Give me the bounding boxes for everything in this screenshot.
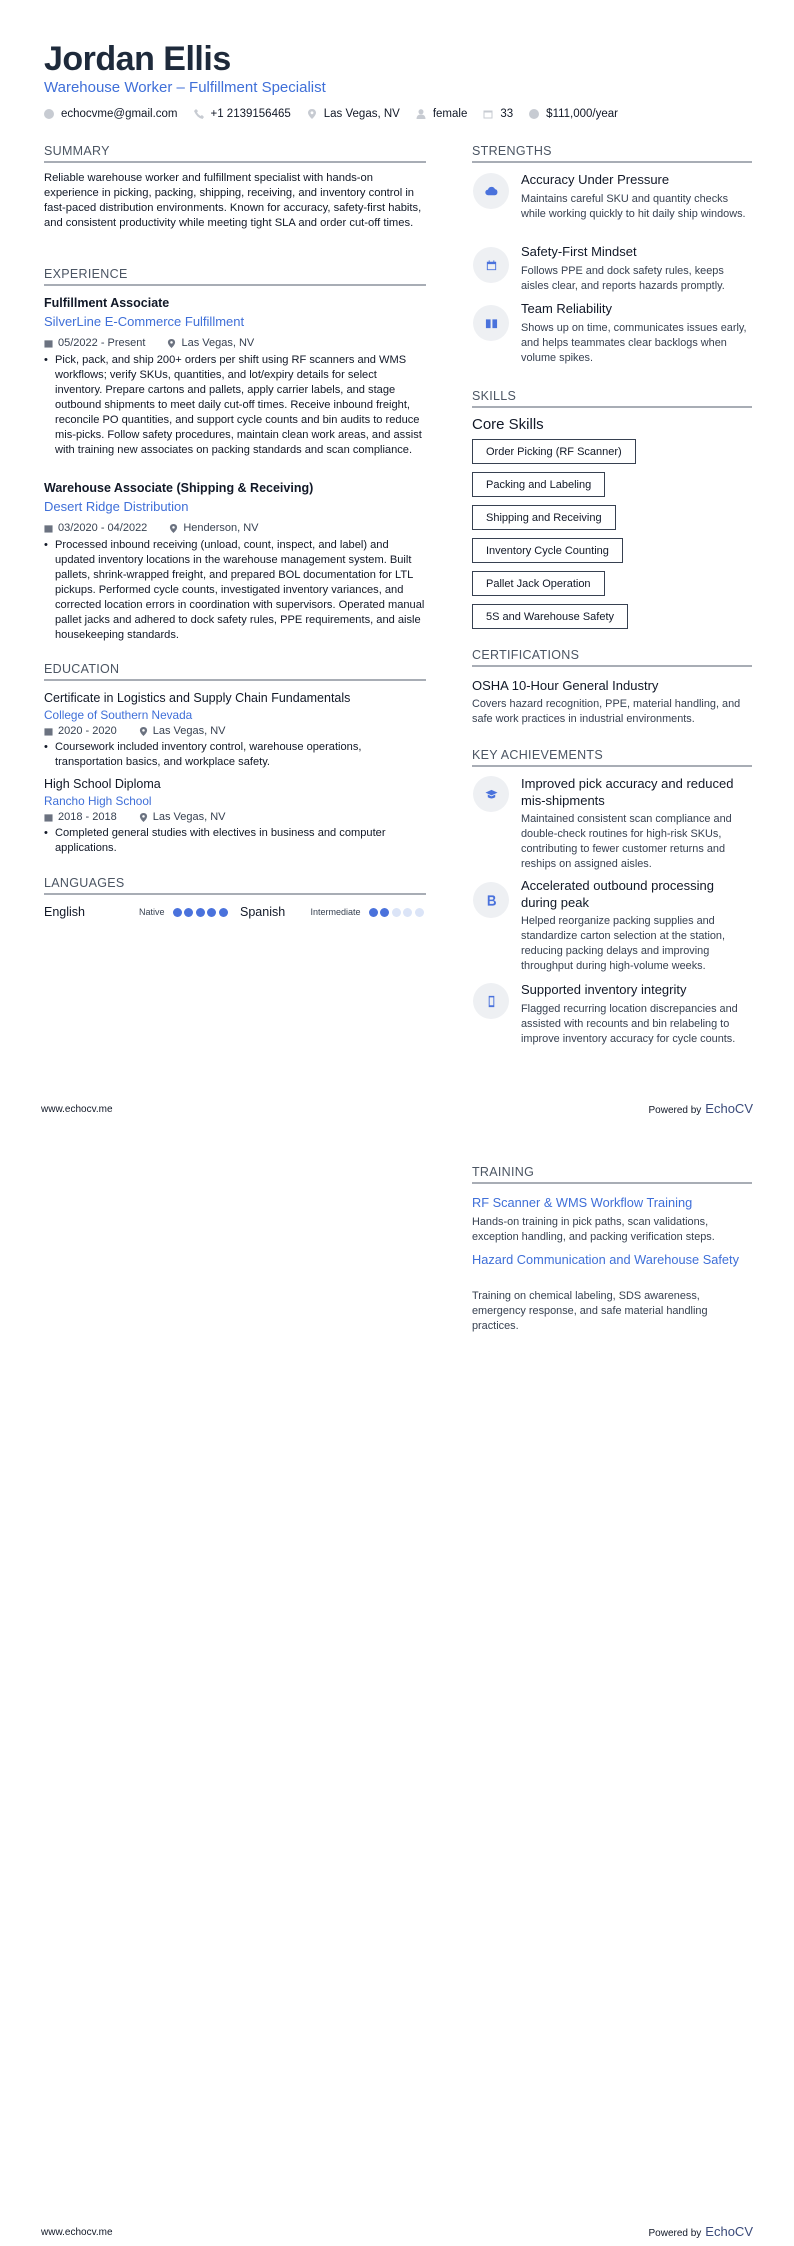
- skills-subheading: Core Skills: [472, 416, 544, 433]
- languages-divider: [44, 893, 426, 895]
- education-dates: [44, 725, 117, 737]
- contact-phone[interactable]: [194, 108, 291, 120]
- contact-age: [483, 108, 513, 120]
- rating-dot-filled: [207, 908, 216, 917]
- location-pin-icon: [307, 109, 317, 119]
- location-pin-icon: [169, 524, 178, 533]
- coin-icon: [529, 109, 539, 119]
- achievement-title: Accelerated outbound processing during peak: [521, 878, 714, 910]
- contact-gender: [416, 108, 468, 120]
- training-desc: Hands-on training in pick paths, scan validations, exception handling, and packing verification steps.: [472, 1216, 715, 1243]
- candidate-name: Jordan Ellis: [44, 40, 231, 78]
- rating-dot-empty: [403, 908, 412, 917]
- education-location: [139, 725, 226, 737]
- job-dates-text: 03/2020 - 04/2022: [58, 522, 148, 534]
- language-level: Intermediate: [310, 907, 361, 917]
- gender-text: female: [432, 108, 468, 120]
- job-bullet: • Processed inbound receiving (unload, count, inspect, and label) and updated inventory locations in the warehouse management system. Built pallets, shrink-wrapped freight, and prepared BOL documentation for LTL pickups. Performed cycle counts, investigated inventory variances, and corrected location errors in coordination with supervisors. Operated manual pallet jacks and adhered to dock safety rules, PPE requirements, and aisle housekeeping standards.: [44, 538, 426, 643]
- achievement-desc: Helped reorganize packing supplies and standardize carton selection at the station, reducing packing delays and improving throughput during high-volume weeks.: [521, 915, 726, 972]
- training-desc: Training on chemical labeling, SDS awareness, emergency response, and safe material handling practices.: [472, 1290, 708, 1332]
- language-name: English: [44, 905, 85, 919]
- contact-salary: [529, 108, 618, 120]
- email-text: echocvme@gmail.com: [61, 108, 178, 120]
- graduation-cap-icon: [485, 788, 498, 801]
- powered-by-text: Powered by: [648, 2228, 702, 2239]
- job-company: SilverLine E-Commerce Fulfillment: [44, 314, 245, 329]
- strength-icon-badge: [473, 173, 509, 209]
- job-location: [169, 522, 258, 534]
- footer-powered-by[interactable]: [648, 2224, 753, 2239]
- skills-divider: [472, 406, 752, 408]
- strength-desc: Follows PPE and dock safety rules, keeps aisles clear, and reports hazards promptly.: [521, 265, 725, 292]
- job-dates: [44, 522, 147, 534]
- certifications-divider: [472, 665, 752, 667]
- language-name: Spanish: [240, 905, 286, 919]
- skills-heading: SKILLS: [472, 389, 517, 403]
- training-title: RF Scanner & WMS Workflow Training: [472, 1195, 693, 1210]
- job-meta: [44, 522, 426, 534]
- email-icon: [44, 109, 54, 119]
- skill-tag: Shipping and Receiving: [472, 505, 616, 530]
- footer-powered-by[interactable]: [648, 1101, 753, 1116]
- education-title: Certificate in Logistics and Supply Chain Fundamentals: [44, 691, 351, 705]
- education-location: [139, 811, 226, 823]
- skill-tag: Packing and Labeling: [472, 472, 605, 497]
- job-title: Fulfillment Associate: [44, 296, 170, 310]
- training-heading: TRAINING: [472, 1165, 535, 1179]
- strength-icon-badge: [473, 305, 509, 341]
- calendar-icon: [44, 727, 53, 736]
- job-meta: [44, 337, 426, 349]
- education-location-text: Las Vegas, NV: [152, 725, 226, 737]
- language-level: Native: [138, 907, 165, 917]
- resume-page-2: [0, 1123, 794, 2246]
- calendar-icon: [44, 339, 53, 348]
- location-text: Las Vegas, NV: [323, 108, 400, 120]
- contact-bar: [44, 108, 634, 120]
- certifications-heading: CERTIFICATIONS: [472, 648, 580, 662]
- job-dates: [44, 337, 145, 349]
- summary-divider: [44, 161, 426, 163]
- education-school: Rancho High School: [44, 794, 152, 808]
- languages-heading: LANGUAGES: [44, 876, 125, 890]
- education-bullet: • Coursework included inventory control, warehouse operations, transportation basics, and workplace safety.: [44, 740, 426, 770]
- age-text: 33: [500, 108, 514, 120]
- phone-text: +1 2139156465: [210, 108, 291, 120]
- training-divider: [472, 1182, 752, 1184]
- languages-row: [44, 905, 426, 919]
- candidate-role: Warehouse Worker – Fulfillment Specialist: [44, 79, 326, 96]
- achievements-divider: [472, 765, 752, 767]
- education-heading: EDUCATION: [44, 662, 120, 676]
- experience-heading: EXPERIENCE: [44, 267, 128, 281]
- skill-tag: Pallet Jack Operation: [472, 571, 605, 596]
- strength-desc: Maintains careful SKU and quantity checks while working quickly to hit daily ship windows.: [521, 193, 746, 220]
- strength-title: Team Reliability: [521, 301, 613, 316]
- strengths-divider: [472, 161, 752, 163]
- cloud-icon: [485, 185, 498, 198]
- job-company: Desert Ridge Distribution: [44, 499, 189, 514]
- strength-title: Accuracy Under Pressure: [521, 172, 670, 187]
- brand-logo: EchoCV: [705, 2224, 753, 2239]
- powered-by-text: Powered by: [648, 1105, 702, 1116]
- achievement-icon-badge: [473, 983, 509, 1019]
- experience-divider: [44, 284, 426, 286]
- book-icon: [485, 317, 498, 330]
- phone-icon: [194, 109, 204, 119]
- footer-site-link[interactable]: www.echocv.me: [41, 1104, 113, 1115]
- rating-dot-empty: [415, 908, 424, 917]
- education-location-text: Las Vegas, NV: [152, 811, 226, 823]
- strength-title: Safety-First Mindset: [521, 244, 637, 259]
- strengths-heading: STRENGTHS: [472, 144, 552, 158]
- skill-tag: 5S and Warehouse Safety: [472, 604, 628, 629]
- brand-logo: EchoCV: [705, 1101, 753, 1116]
- calendar-icon: [483, 109, 493, 119]
- rating-dot-filled: [380, 908, 389, 917]
- achievement-icon-badge: [473, 776, 509, 812]
- location-pin-icon: [167, 339, 176, 348]
- education-meta: [44, 811, 426, 823]
- summary-heading: SUMMARY: [44, 144, 110, 158]
- calendar-icon: [44, 813, 53, 822]
- job-title: Warehouse Associate (Shipping & Receiving): [44, 481, 314, 495]
- calendar-icon: [485, 259, 498, 272]
- person-icon: [416, 109, 426, 119]
- achievement-desc: Flagged recurring location discrepancies and assisted with recounts and bin relabeling to improve inventory accuracy for cycle counts.: [521, 1003, 738, 1045]
- training-title: Hazard Communication and Warehouse Safety: [472, 1252, 739, 1267]
- language-item: [240, 905, 426, 919]
- education-title: High School Diploma: [44, 777, 161, 791]
- job-dates-text: 05/2022 - Present: [58, 337, 146, 349]
- job-location-text: Las Vegas, NV: [181, 337, 255, 349]
- language-rating: [173, 908, 231, 917]
- skill-tag: Order Picking (RF Scanner): [472, 439, 636, 464]
- education-bullet: • Completed general studies with electives in business and computer applications.: [44, 826, 426, 856]
- job-location: [167, 337, 254, 349]
- education-school: College of Southern Nevada: [44, 708, 193, 722]
- rating-dot-empty: [392, 908, 401, 917]
- achievements-heading: KEY ACHIEVEMENTS: [472, 748, 603, 762]
- job-bullet: • Pick, pack, and ship 200+ orders per shift using RF scanners and WMS workflows; verify SKUs, quantities, and lot/expiry details for select inventory. Prepare cartons and pallets, apply carrier labels, and stage outbound shipments to meet daily cut-off times. Receive inbound freight, reconcile PO quantities, and support cycle counts and bin audits to reduce mis-picks. Follow safety procedures, maintain clean work areas, and assist with training new associates on packing standards and scan compliance.: [44, 353, 426, 458]
- language-rating: [369, 908, 427, 917]
- certification-desc: Covers hazard recognition, PPE, material handling, and safe work practices in industrial environments.: [472, 698, 741, 725]
- education-dates-text: 2020 - 2020: [58, 725, 117, 737]
- education-dates: [44, 811, 117, 823]
- location-pin-icon: [139, 813, 148, 822]
- language-item: [44, 905, 230, 919]
- mobile-icon: [485, 995, 498, 1008]
- rating-dot-filled: [173, 908, 182, 917]
- education-divider: [44, 679, 426, 681]
- summary-text: Reliable warehouse worker and fulfillment specialist with hands-on experience in picking, packing, shipping, receiving, and inventory control in fast-paced distribution environments. Known for accuracy, safety-first habits, and consistent productivity while meeting tight SLA and order cut-off times.: [44, 172, 422, 229]
- strength-icon-badge: [473, 247, 509, 283]
- footer-site-link[interactable]: www.echocv.me: [41, 2227, 113, 2238]
- contact-email[interactable]: [44, 108, 178, 120]
- rating-dot-filled: [196, 908, 205, 917]
- calendar-icon: [44, 524, 53, 533]
- strength-desc: Shows up on time, communicates issues early, and helps teammates clear backlogs when volume spikes.: [521, 322, 747, 364]
- job-location-text: Henderson, NV: [183, 522, 259, 534]
- rating-dot-filled: [184, 908, 193, 917]
- education-meta: [44, 725, 426, 737]
- achievement-title: Supported inventory integrity: [521, 982, 687, 997]
- rating-dot-filled: [219, 908, 228, 917]
- certification-title: OSHA 10-Hour General Industry: [472, 678, 659, 693]
- salary-text: $111,000/year: [546, 108, 618, 120]
- achievement-title: Improved pick accuracy and reduced mis-shipments: [521, 776, 734, 808]
- skill-tag: Inventory Cycle Counting: [472, 538, 623, 563]
- letter-b-icon: [485, 894, 498, 907]
- contact-location: [307, 108, 400, 120]
- location-pin-icon: [139, 727, 148, 736]
- rating-dot-filled: [369, 908, 378, 917]
- education-dates-text: 2018 - 2018: [58, 811, 117, 823]
- achievement-icon-badge: [473, 882, 509, 918]
- achievement-desc: Maintained consistent scan compliance and double-check routines for high-risk SKUs, contributing to fewer customer returns and reships on assigned aisles.: [521, 813, 732, 870]
